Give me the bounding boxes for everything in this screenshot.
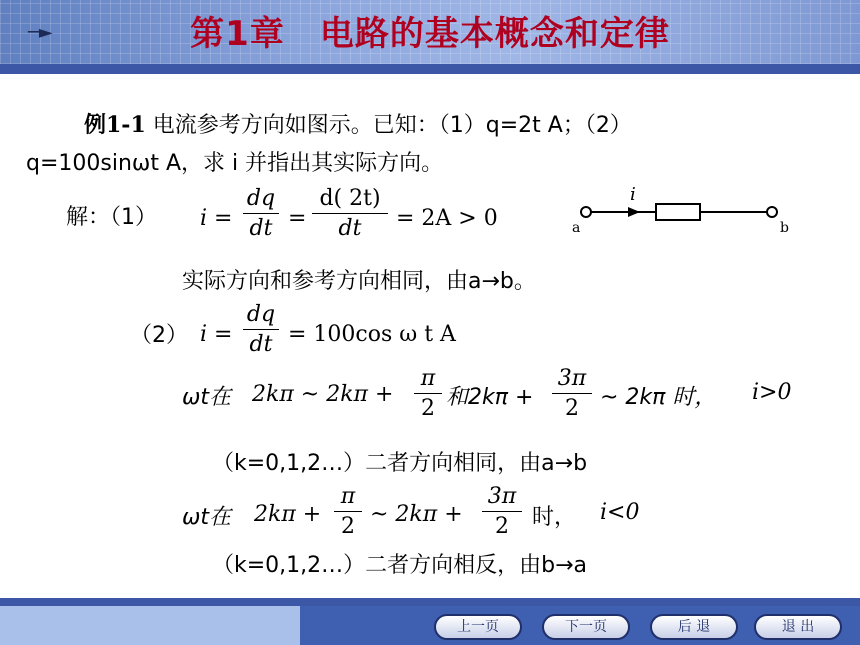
case2-f1-den: 2 bbox=[341, 514, 355, 539]
case2-f1-num: π bbox=[340, 484, 356, 509]
fraction-bar bbox=[414, 393, 442, 394]
part2-rhs: = 100cos ω t A bbox=[288, 322, 456, 347]
node-a-label: a bbox=[572, 220, 581, 236]
case1-fraction-1 bbox=[414, 366, 442, 421]
part1-lhs: i = bbox=[200, 206, 233, 231]
part2-label: （2） bbox=[130, 323, 188, 348]
back-button[interactable]: 后 退 bbox=[650, 614, 738, 640]
case1-note: （k=0,1,2…）二者方向相同，由a→b bbox=[212, 451, 588, 476]
header-banner bbox=[0, 0, 860, 74]
solution-label: 解：（1） bbox=[66, 205, 157, 230]
case2-mid: ~ 2kπ + bbox=[370, 502, 463, 527]
case2-f2-den: 2 bbox=[495, 514, 509, 539]
part1-eq: = bbox=[288, 206, 307, 231]
case1-wt: ωt在 bbox=[182, 385, 232, 410]
footer-stripe bbox=[0, 598, 860, 606]
case2-condition: i<0 bbox=[600, 500, 640, 525]
case1-and: 和2kπ + bbox=[446, 385, 534, 410]
example-label: 例1-1 bbox=[84, 112, 146, 138]
case1-f2-den: 2 bbox=[565, 396, 579, 421]
case2-fraction-1 bbox=[334, 484, 362, 539]
case1-range-a: 2kπ ~ 2kπ + bbox=[252, 382, 394, 407]
part2-fraction bbox=[243, 302, 279, 357]
part2-lhs: i = bbox=[200, 322, 233, 347]
next-page-button[interactable]: 下一页 bbox=[542, 614, 630, 640]
part1-f1-den: dt bbox=[249, 216, 273, 241]
part1-fraction-2 bbox=[312, 186, 388, 241]
fraction-bar bbox=[243, 329, 279, 330]
part1-f2-num: d( 2t) bbox=[319, 186, 381, 211]
fraction-bar bbox=[312, 213, 388, 214]
example-text-2: q=100sinωt A，求 i 并指出其实际方向。 bbox=[26, 151, 444, 176]
current-arrow-icon bbox=[628, 207, 640, 217]
fraction-bar bbox=[243, 213, 279, 214]
case1-f1-den: 2 bbox=[421, 396, 435, 421]
case2-range-a: 2kπ + bbox=[254, 502, 322, 527]
part2-f-den: dt bbox=[249, 332, 273, 357]
resistor bbox=[656, 204, 700, 220]
part1-f1-num: dq bbox=[246, 186, 276, 211]
node-b-terminal bbox=[767, 207, 777, 217]
part1-f2-den: dt bbox=[338, 216, 362, 241]
part2-f-num: dq bbox=[246, 302, 276, 327]
case2-range-b: 时， bbox=[532, 505, 577, 530]
case2-f2-num: 3π bbox=[487, 484, 517, 509]
fraction-bar bbox=[482, 511, 522, 512]
current-label: i bbox=[630, 184, 636, 205]
node-a-terminal bbox=[581, 207, 591, 217]
prev-page-button[interactable]: 上一页 bbox=[434, 614, 522, 640]
header-stripe bbox=[0, 64, 860, 74]
part1-rhs: = 2A > 0 bbox=[396, 206, 498, 231]
arrow-icon: ─► bbox=[28, 22, 53, 43]
part1-fraction-1 bbox=[243, 186, 279, 241]
case1-f2-num: 3π bbox=[557, 366, 587, 391]
case1-condition: i>0 bbox=[752, 380, 792, 405]
exit-button[interactable]: 退 出 bbox=[754, 614, 842, 640]
example-line-1 bbox=[84, 108, 632, 139]
case1-range-b: ~ 2kπ 时， bbox=[600, 385, 717, 410]
fraction-bar bbox=[552, 393, 592, 394]
circuit-diagram bbox=[560, 184, 800, 244]
part1-conclusion: 实际方向和参考方向相同，由a→b。 bbox=[182, 269, 536, 294]
case2-fraction-2 bbox=[482, 484, 522, 539]
case2-note: （k=0,1,2…）二者方向相反，由b→a bbox=[212, 553, 588, 578]
case1-fraction-2 bbox=[552, 366, 592, 421]
case2-wt: ωt在 bbox=[182, 505, 232, 530]
fraction-bar bbox=[334, 511, 362, 512]
node-b-label: b bbox=[780, 220, 789, 236]
case1-f1-num: π bbox=[420, 366, 436, 391]
page-title: 第1章 电路的基本概念和定律 bbox=[190, 14, 670, 54]
example-text-1: 电流参考方向如图示。已知：（1）q=2t A；（2） bbox=[152, 113, 632, 138]
